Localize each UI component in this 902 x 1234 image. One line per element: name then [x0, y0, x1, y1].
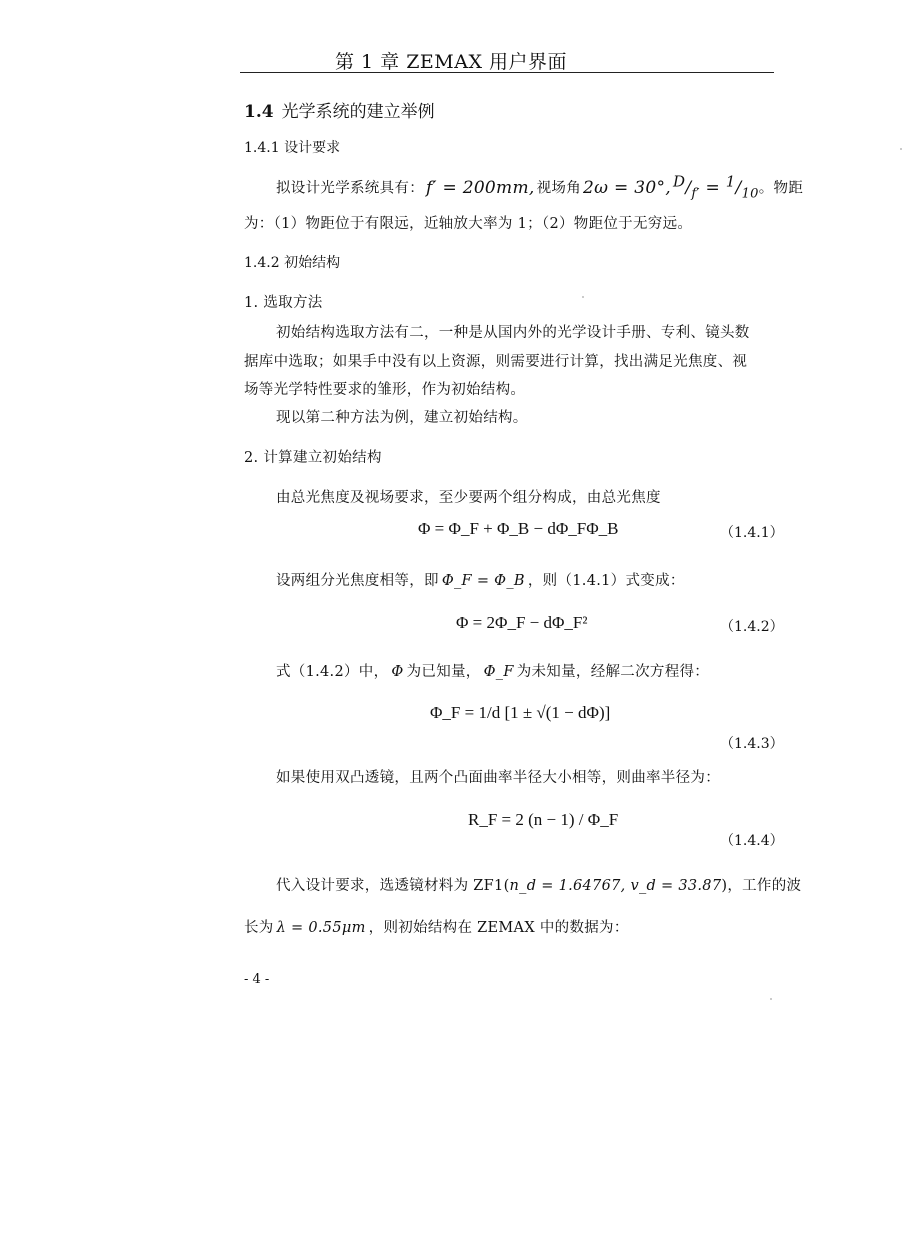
- fov-expr: 2ω = 30°,: [583, 177, 671, 198]
- req-mid: 视场角: [536, 180, 582, 197]
- header-rule: [240, 72, 774, 73]
- calc-mid-4: 代入设计要求，选透镜材料为 ZF1(n_d = 1.64767, v_d = 33.87)，工作的波: [276, 878, 802, 894]
- page-number: - 4 -: [244, 972, 270, 987]
- calc-mid-3: 如果使用双凸透镜，且两个凸面曲率半径大小相等，则曲率半径为：: [276, 770, 720, 786]
- section-number: 1.4: [244, 102, 274, 122]
- method-line-1: 初始结构选取方法有二，一种是从国内外的光学设计手册、专利、镜头数: [276, 325, 750, 341]
- subsection-heading-2: 1.4.2 初始结构: [244, 255, 341, 271]
- method-line-4: 现以第二种方法为例，建立初始结构。: [276, 410, 528, 426]
- section-title: 光学系统的建立举例: [281, 102, 435, 122]
- section-heading: [244, 97, 435, 122]
- subsection-heading-1: 1.4.1 设计要求: [244, 140, 341, 156]
- method-line-3: 场等光学特性要求的雏形，作为初始结构。: [244, 382, 526, 398]
- equation-1-4-2: Φ = 2Φ_F − dΦ_F²: [456, 613, 588, 632]
- requirement-line-2: 为：（1）物距位于有限远，近轴放大率为 1；（2）物距位于无穷远。: [244, 216, 693, 232]
- requirement-line-1: [276, 172, 803, 201]
- equation-1-4-3: Φ_F = 1/d [1 ± √(1 − dΦ)]: [430, 703, 611, 722]
- material-values: n_d = 1.64767, v_d = 33.87: [509, 878, 722, 894]
- wavelength-expr: λ = 0.55μm: [276, 920, 366, 936]
- calc-mid-1: 设两组分光焦度相等，即 Φ_F = Φ_B ，则（1.4.1）式变成：: [276, 573, 685, 589]
- equation-1-4-4: R_F = 2 (n − 1) / Φ_F: [468, 810, 619, 829]
- focal-length-expr: f′ = 200mm,: [426, 177, 535, 198]
- calc-mid-5: 长为 λ = 0.55μm ，则初始结构在 ZEMAX 中的数据为：: [244, 920, 629, 936]
- equation-1-4-1: Φ = Φ_F + Φ_B − dΦ_FΦ_B: [418, 519, 619, 538]
- ratio-expr: $^D/_{f'} = ^1/_{10}$: [672, 172, 759, 202]
- equal-power-expr: Φ_F = Φ_B: [441, 573, 525, 589]
- req-suffix: 。物距: [758, 180, 804, 197]
- equation-number-2: （1.4.2）: [720, 619, 784, 635]
- method-line-2: 据库中选取；如果手中没有以上资源，则需要进行计算，找出满足光焦度、视: [244, 354, 748, 370]
- calc-title: 2. 计算建立初始结构: [244, 450, 382, 466]
- method-title: 1. 选取方法: [244, 295, 323, 311]
- equation-number-3: （1.4.3）: [720, 736, 784, 752]
- scan-speck: [582, 296, 584, 298]
- page-header-title: 第 1 章 ZEMAX 用户界面: [334, 51, 568, 73]
- calc-intro: 由总光焦度及视场要求，至少要两个组分构成，由总光焦度: [276, 490, 661, 506]
- equation-number-4: （1.4.4）: [720, 833, 784, 849]
- equation-number-1: （1.4.1）: [720, 525, 784, 541]
- req-prefix: 拟设计光学系统具有：: [276, 180, 424, 197]
- scan-speck: [770, 998, 772, 1000]
- calc-mid-2: 式（1.4.2）中， Φ 为已知量， Φ_F 为未知量，经解二次方程得：: [276, 664, 710, 680]
